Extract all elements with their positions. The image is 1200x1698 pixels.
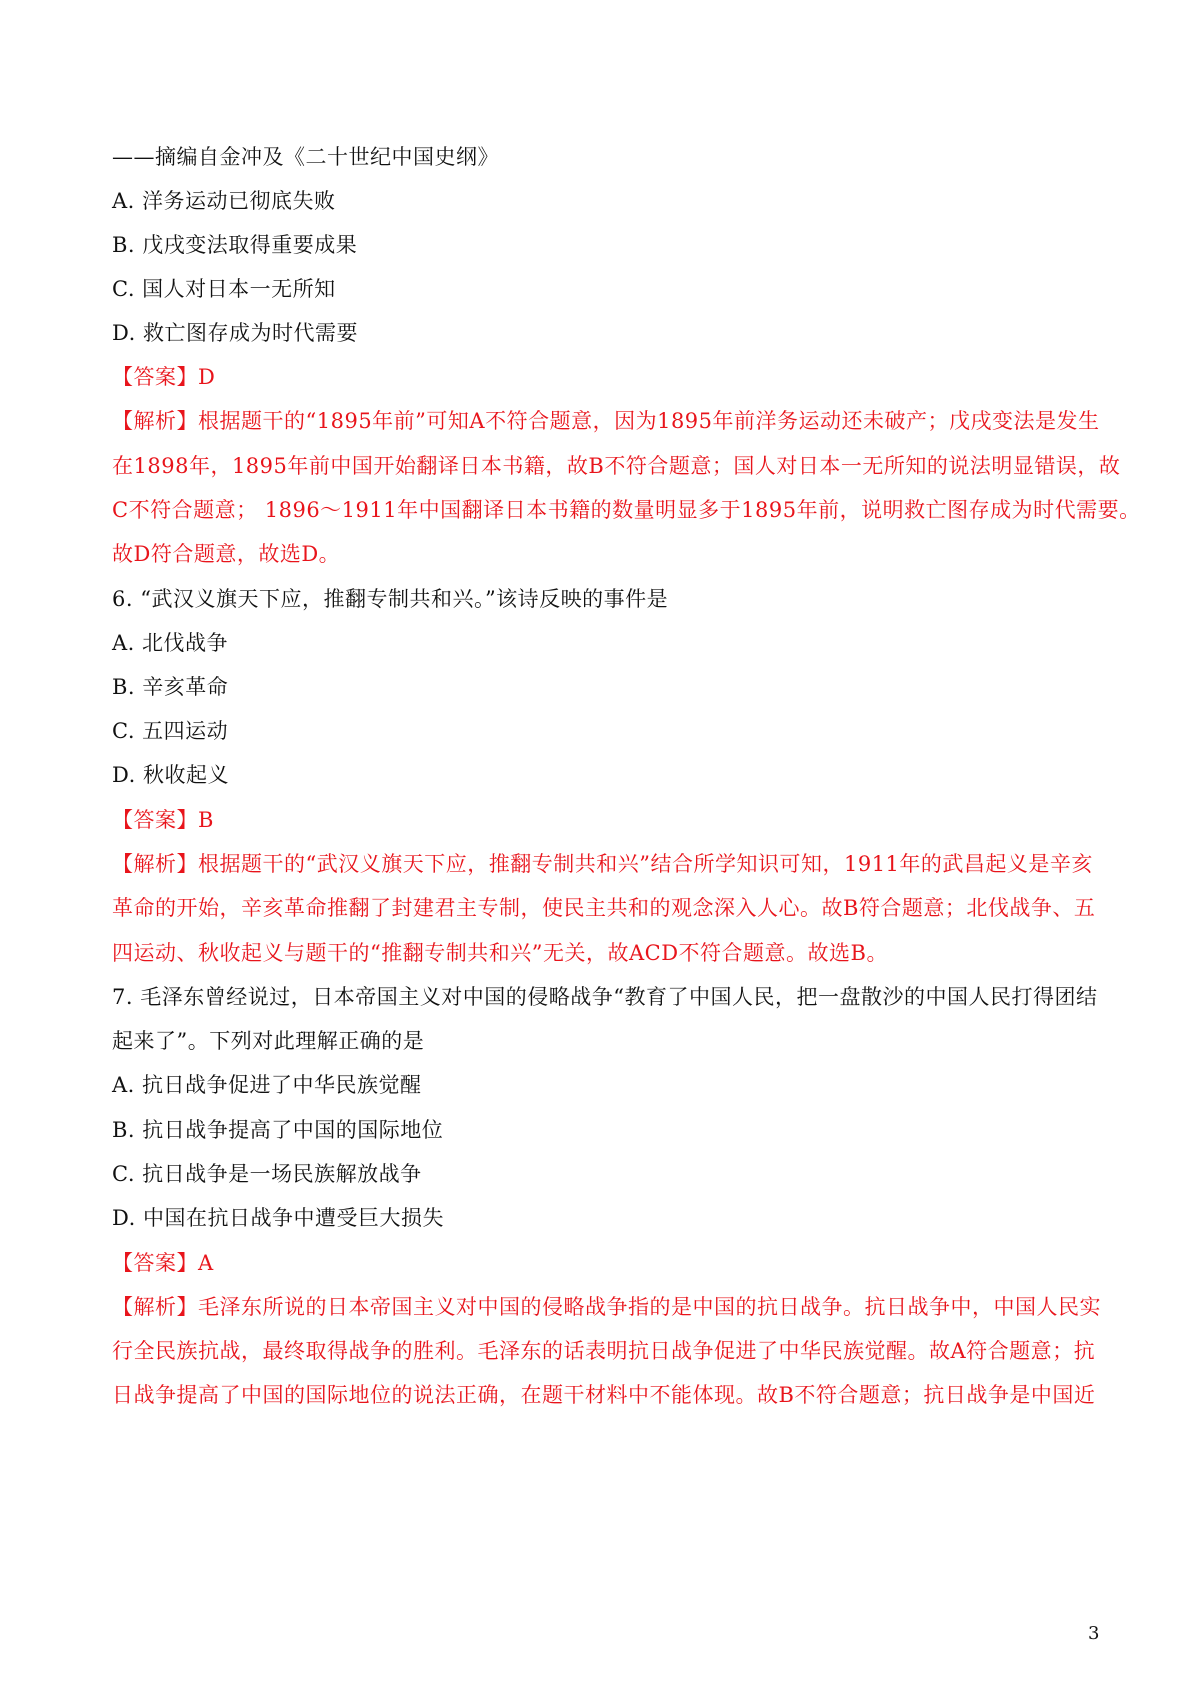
q7-option-d: D. 中国在抗日战争中遭受巨大损失 (112, 1206, 444, 1230)
q6-analysis-line-2: 革命的开始，辛亥革命推翻了封建君主专制，使民主共和的观念深入人心。故B符合题意；北伐战争、五 (112, 896, 1096, 920)
q7-stem-line-2: 起来了”。下列对此理解正确的是 (112, 1029, 425, 1053)
q6-option-b: B. 辛亥革命 (112, 675, 229, 699)
q6-analysis-line-3: 四运动、秋收起义与题干的“推翻专制共和兴”无关，故ACD不符合题意。故选B。 (112, 941, 888, 965)
q6-option-c: C. 五四运动 (112, 719, 229, 743)
q5-option-a: A. 洋务运动已彻底失败 (112, 189, 336, 213)
q7-analysis-line-3: 日战争提高了中国的国际地位的说法正确，在题干材料中不能体现。故B不符合题意；抗日战争是中国近 (112, 1383, 1096, 1407)
q5-analysis-line-4: 故D符合题意，故选D。 (112, 542, 341, 566)
q7-option-a: A. 抗日战争促进了中华民族觉醒 (112, 1073, 422, 1097)
source-citation: ——摘编自金冲及《二十世纪中国史纲》 (112, 145, 499, 169)
q7-analysis-line-2: 行全民族抗战，最终取得战争的胜利。毛泽东的话表明抗日战争促进了中华民族觉醒。故A符合题意；抗 (112, 1339, 1096, 1363)
q7-option-c: C. 抗日战争是一场民族解放战争 (112, 1162, 422, 1186)
q6-analysis-line-1: 【解析】根据题干的“武汉义旗天下应，推翻专制共和兴”结合所学知识可知，1911年的武昌起义是辛亥 (112, 852, 1093, 876)
q7-analysis-line-1: 【解析】毛泽东所说的日本帝国主义对中国的侵略战争指的是中国的抗日战争。抗日战争中，中国人民实 (112, 1295, 1101, 1319)
q5-option-b: B. 戊戌变法取得重要成果 (112, 233, 358, 257)
q5-answer: 【答案】D (112, 365, 216, 389)
q5-analysis-line-2: 在1898年，1895年前中国开始翻译日本书籍，故B不符合题意；国人对日本一无所知的说法明显错误，故 (112, 454, 1121, 478)
q5-option-d: D. 救亡图存成为时代需要 (112, 321, 358, 345)
q5-analysis-line-1: 【解析】根据题干的“1895年前”可知A不符合题意，因为1895年前洋务运动还未破产；戊戌变法是发生 (112, 409, 1100, 433)
q7-stem-line-1: 7. 毛泽东曾经说过，日本帝国主义对中国的侵略战争“教育了中国人民，把一盘散沙的中国人民打得团结 (112, 985, 1098, 1009)
q6-answer: 【答案】B (112, 808, 214, 832)
q6-option-d: D. 秋收起义 (112, 763, 229, 787)
q6-option-a: A. 北伐战争 (112, 631, 229, 655)
q7-option-b: B. 抗日战争提高了中国的国际地位 (112, 1118, 444, 1142)
q5-analysis-line-3: C不符合题意； 1896～1911年中国翻译日本书籍的数量明显多于1895年前，说明救亡图存成为时代需要。 (112, 498, 1141, 522)
page-number: 3 (1088, 1623, 1100, 1644)
q6-stem: 6. “武汉义旗天下应，推翻专制共和兴。”该诗反映的事件是 (112, 587, 669, 611)
q7-answer: 【答案】A (112, 1251, 214, 1275)
q5-option-c: C. 国人对日本一无所知 (112, 277, 336, 301)
